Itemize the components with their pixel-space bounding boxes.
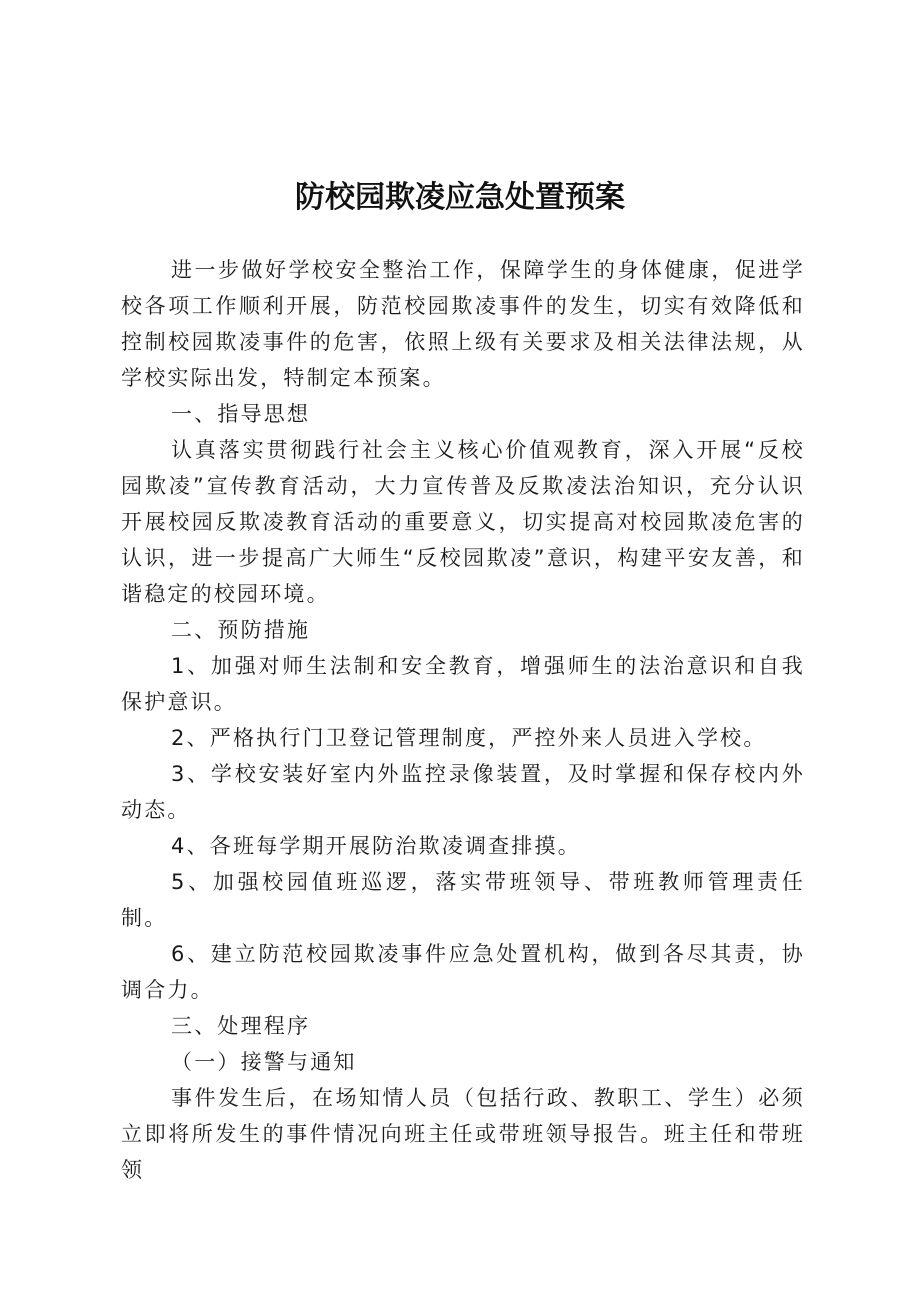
- prevention-item-1: 1、加强对师生法制和安全教育，增强师生的法治意识和自我保护意识。: [121, 654, 805, 714]
- prevention-item-5: 5、加强校园值班巡逻，落实带班领导、带班教师管理责任制。: [121, 870, 805, 930]
- subsection-heading-alarm-notice: （一）接警与通知: [171, 1050, 357, 1074]
- alarm-notice-paragraph: 事件发生后，在场知情人员（包括行政、教职工、学生）必须立即将所发生的事件情况向班主任或带班领导报告。班主任和带班领: [121, 1086, 805, 1182]
- document-title: 防校园欺凌应急处置预案: [295, 180, 625, 215]
- document-body: [121, 252, 805, 1188]
- intro-paragraph: 进一步做好学校安全整治工作，保障学生的身体健康，促进学校各项工作顺利开展，防范校园欺凌事件的发生，切实有效降低和控制校园欺凌事件的危害，依照上级有关要求及相关法律法规，从学校实际出发，特制定本预案。: [121, 258, 805, 390]
- section-heading-guiding-ideology: 一、指导思想: [171, 402, 311, 426]
- guiding-ideology-paragraph: 认真落实贯彻践行社会主义核心价值观教育，深入开展“反校园欺凌”宣传教育活动，大力宣传普及反欺凌法治知识，充分认识开展校园反欺凌教育活动的重要意义，切实提高对校园欺凌危害的认识，进一步提高广大师生“反校园欺凌”意识，构建平安友善，和谐稳定的校园环境。: [121, 438, 805, 606]
- prevention-item-6: 6、建立防范校园欺凌事件应急处置机构，做到各尽其责，协调合力。: [121, 942, 805, 1002]
- section-heading-prevention: 二、预防措施: [171, 618, 311, 642]
- prevention-item-2: 2、严格执行门卫登记管理制度，严控外来人员进入学校。: [171, 726, 767, 750]
- section-heading-procedure: 三、处理程序: [171, 1014, 311, 1038]
- prevention-item-3: 3、学校安装好室内外监控录像装置，及时掌握和保存校内外动态。: [121, 762, 805, 822]
- prevention-item-4: 4、各班每学期开展防治欺凌调查排摸。: [171, 834, 581, 858]
